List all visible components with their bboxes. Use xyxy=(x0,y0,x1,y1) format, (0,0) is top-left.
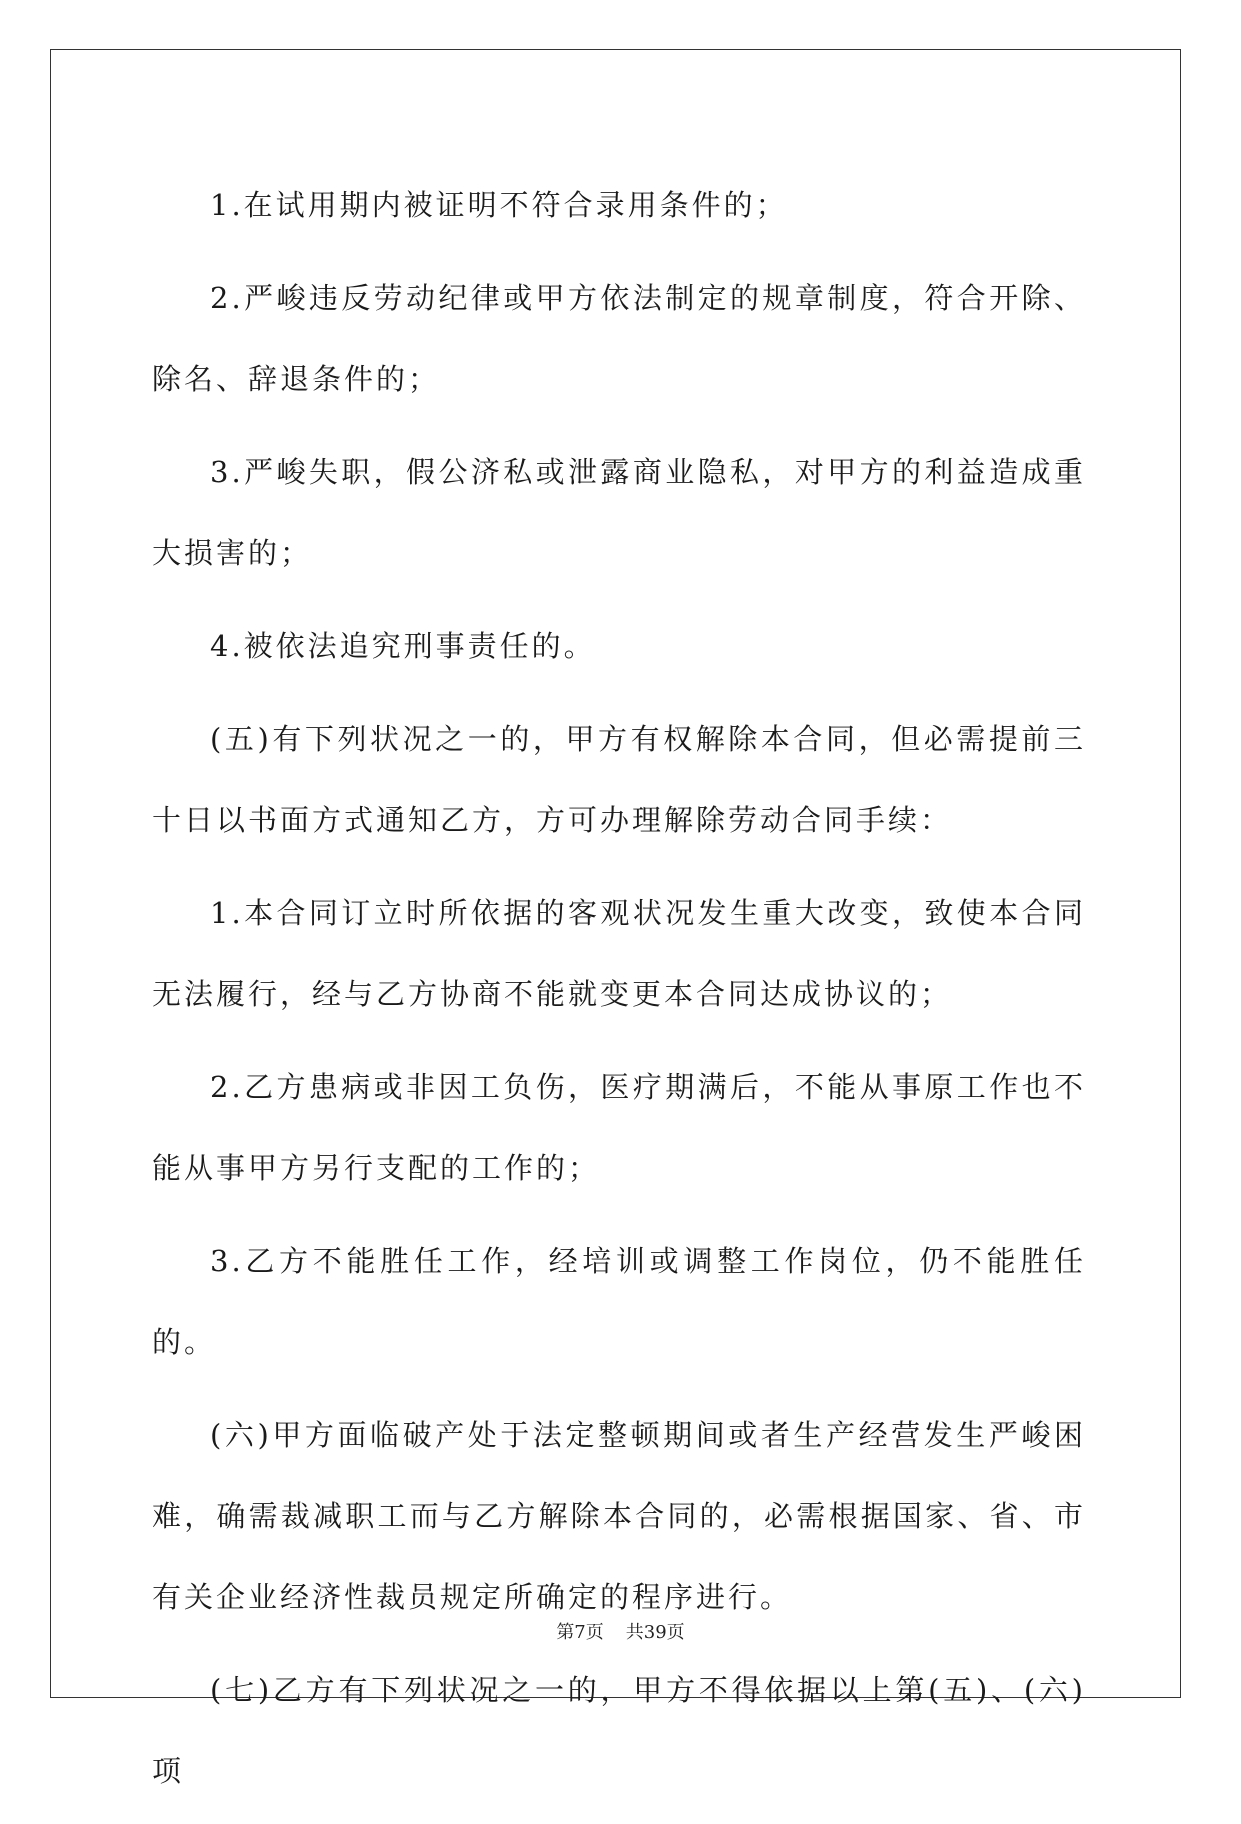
total-pages-label: 共39页 xyxy=(625,1622,685,1643)
document-body xyxy=(152,165,1086,1824)
paragraph: 3.严峻失职，假公济私或泄露商业隐私，对甲方的利益造成重大损害的； xyxy=(152,455,1086,570)
paragraph: 3.乙方不能胜任工作，经培训或调整工作岗位，仍不能胜任的。 xyxy=(152,1244,1086,1359)
paragraph: (六)甲方面临破产处于法定整顿期间或者生产经营发生严峻困难，确需裁减职工而与乙方解除本合同的，必需根据国家、省、市有关企业经济性裁员规定所确定的程序进行。 xyxy=(152,1418,1086,1614)
paragraph: (五)有下列状况之一的，甲方有权解除本合同，但必需提前三十日以书面方式通知乙方，方可办理解除劳动合同手续： xyxy=(152,722,1086,837)
paragraph: (七)乙方有下列状况之一的，甲方不得依据以上第(五)、(六)项 xyxy=(152,1673,1086,1788)
paragraph: 4.被依法追究刑事责任的。 xyxy=(210,629,596,663)
paragraph: 1.本合同订立时所依据的客观状况发生重大改变，致使本合同无法履行，经与乙方协商不能就变更本合同达成协议的； xyxy=(152,896,1086,1011)
paragraph: 2.严峻违反劳动纪律或甲方依法制定的规章制度，符合开除、除名、辞退条件的； xyxy=(152,281,1086,396)
paragraph: 1.在试用期内被证明不符合录用条件的； xyxy=(210,188,788,222)
current-page-label: 第7页 xyxy=(556,1622,604,1643)
page-footer xyxy=(0,1618,1241,1644)
paragraph: 2.乙方患病或非因工负伤，医疗期满后，不能从事原工作也不能从事甲方另行支配的工作的； xyxy=(152,1070,1086,1185)
